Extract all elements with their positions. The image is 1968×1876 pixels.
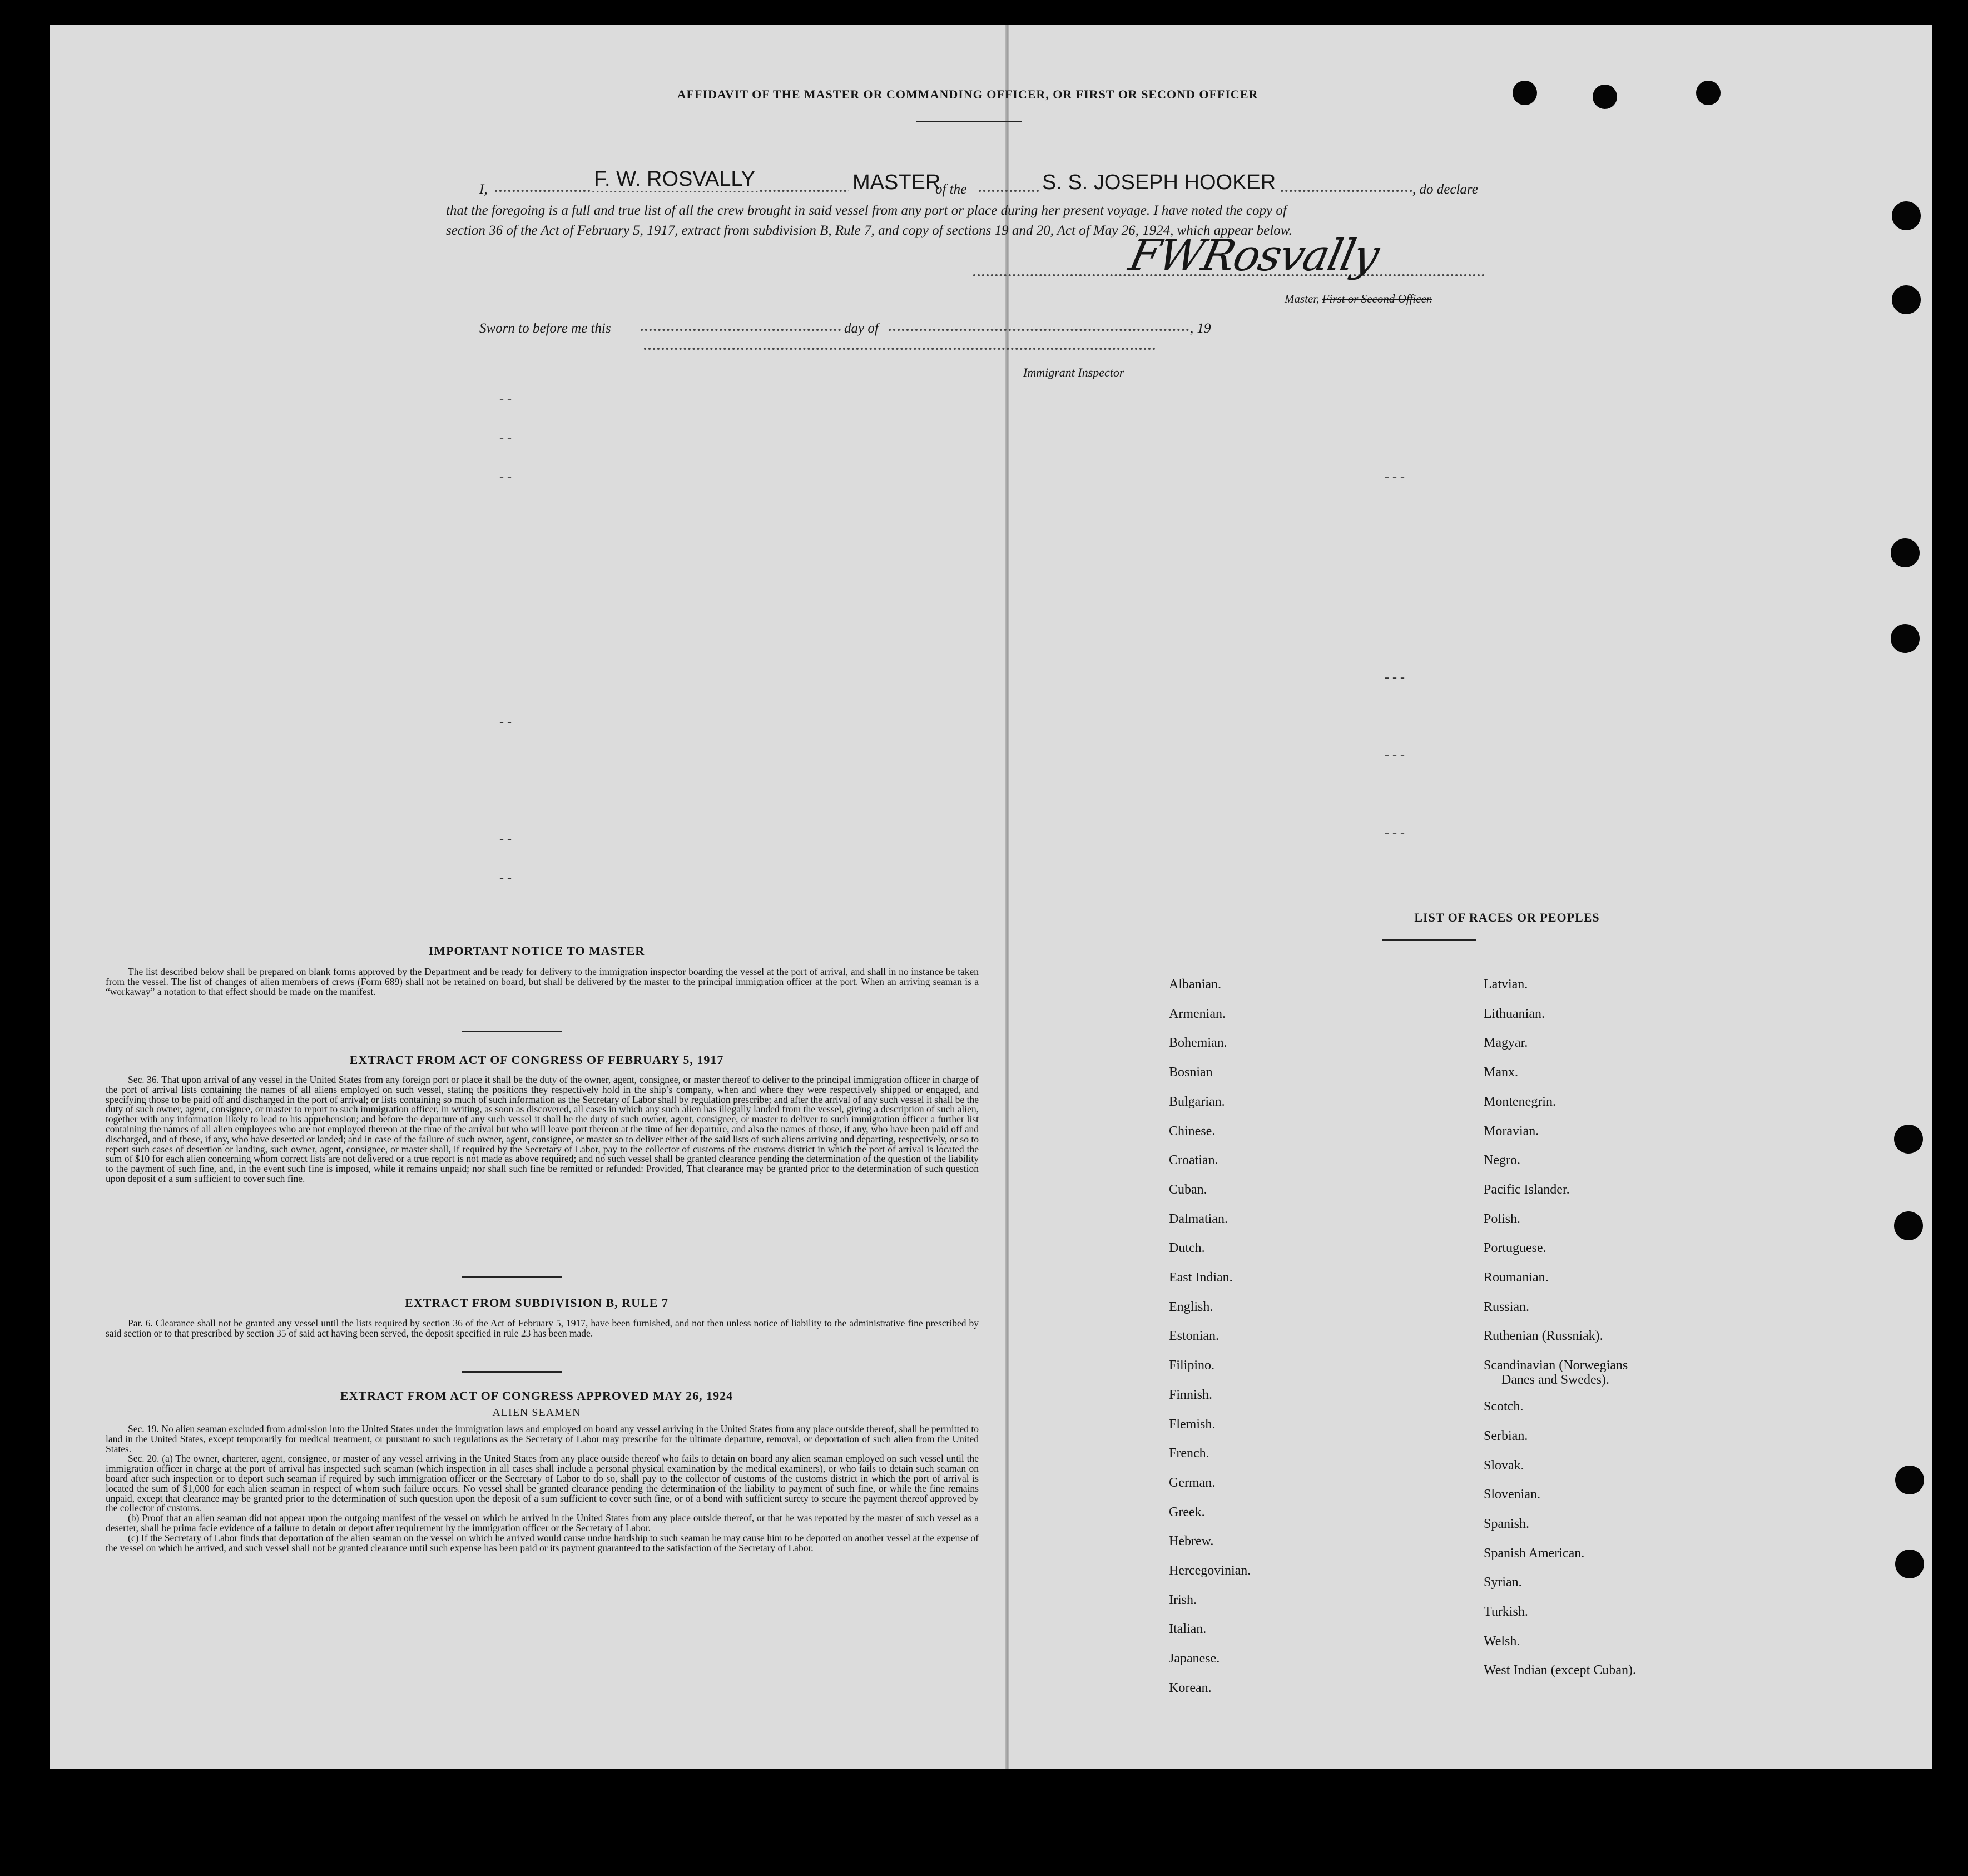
race-item: Irish. — [1169, 1592, 1197, 1607]
extract-1917-heading: EXTRACT FROM ACT OF CONGRESS OF FEBRUARY 5, 1917 — [349, 1053, 724, 1067]
race-item: Lithuanian. — [1484, 1006, 1545, 1021]
race-item: Flemish. — [1169, 1417, 1216, 1432]
section-divider — [462, 1031, 562, 1032]
race-item: Cuban. — [1169, 1182, 1207, 1197]
extract-1924-body — [106, 1424, 979, 1553]
race-item: English. — [1169, 1299, 1213, 1314]
race-item: Magyar. — [1484, 1036, 1528, 1051]
extract-1924-heading: EXTRACT FROM ACT OF CONGRESS APPROVED MAY 26, 1924 — [340, 1389, 733, 1403]
race-item: Manx. — [1484, 1065, 1518, 1080]
master-rank: MASTER — [849, 171, 944, 195]
extract-1917-body: Sec. 36. That upon arrival of any vessel in the United States from any foreign port or place it shall be the duty of the owner, agent, consignee, or master thereof to deliver to the principal immigration officer in charge of the port of arrival lists containing the names of all aliens employed on such vessel, stating the positions they respectively hold in the ship’s company, when and where they were respectively shipped or engaged, and specifying those to be paid off and discharged in the port of arrival; or lists containing so much of such information as the Secretary of Labor shall by regulation prescribe; and after the arrival of any such vessel it shall be the duty of such owner, agent, consignee, or master to report to such immigration officer, in writing, as soon as discovered, all cases in which any such alien has illegally landed from the vessel, giving a description of such alien, together with any information likely to lead to his apprehension; and before the departure of any such vessel it shall be the duty of such owner, agent, consignee, or master to deliver to such immigration officer a further list containing the names of all alien employees who are not employed thereon at the time of the arrival but who will leave port thereon at the time of her departure, and also the names of those, if any, who have been paid off and discharged, and of those, if any, who have deserted or landed; and in case of the failure of such owner, agent, consignee, or master so to deliver either of the said lists of such aliens arriving and departing, respectively, or so to report such cases of desertion or landing, such owner, agent, consignee, or master shall, if required by the Secretary of Labor, pay to the collector of customs of the customs district in which the port of arrival is located the sum of $10 for each alien concerning whom correct lists are not delivered or a true report is not made as above required; and no such vessel shall be granted clearance pending the determination of the question of the liability to the payment of such fine, and, in the event such fine is imposed, while it remains unpaid; nor shall such fine be remitted or refunded: Provided, That clearance may be granted prior to the determination of such question upon deposit of a sum sufficient to cover such fine. — [106, 1074, 979, 1184]
word-do-declare: , do declare — [1412, 182, 1478, 197]
race-item: Moravian. — [1484, 1123, 1539, 1139]
punch-hole — [1891, 538, 1920, 567]
manifest-sheet — [50, 25, 1932, 1769]
race-item: Greek. — [1169, 1504, 1205, 1519]
race-item: Syrian. — [1484, 1575, 1522, 1590]
caption-struck-officer: First or Second Officer. — [1322, 292, 1432, 305]
rule-7-body: Par. 6. Clearance shall not be granted any vessel until the lists required by section 36 of the Act of February 5, 1917, have been furnished, and not then unless notice of liability to the administrative fine prescribed by said section or to that prescribed by section 35 of said act having been served, the deposit specified in rule 23 has been made. — [106, 1318, 979, 1339]
race-item: Chinese. — [1169, 1123, 1216, 1139]
race-item: Pacific Islander. — [1484, 1182, 1570, 1197]
race-item: Danes and Swedes). — [1501, 1373, 1609, 1388]
rule-7-heading: EXTRACT FROM SUBDIVISION B, RULE 7 — [405, 1296, 668, 1310]
race-item: Finnish. — [1169, 1387, 1213, 1402]
sec-20b: (b) Proof that an alien seaman did not appear upon the outgoing manifest of the vessel on which he arrived in the United States from any place outside thereof, or that he was reported by the master of such vessel as a deserter, shall be prima facie evidence of a failure to detain or deport after requirement by the immigration officer or the Secretary of Labor. — [106, 1512, 979, 1533]
vessel-name: S. S. JOSEPH HOOKER — [1039, 171, 1279, 195]
sworn-month-dotline — [889, 329, 1189, 331]
sworn-year: , 19 — [1190, 321, 1211, 336]
race-item: Hebrew. — [1169, 1534, 1214, 1549]
race-item: Bulgarian. — [1169, 1094, 1225, 1109]
punch-hole — [1891, 624, 1920, 653]
race-item: Scandinavian (Norwegians — [1484, 1358, 1628, 1373]
race-item: Japanese. — [1169, 1651, 1220, 1666]
sec-19: Sec. 19. No alien seaman excluded from admission into the United States under the immigration laws and employed on board any vessel arriving in the United States from any place outside thereof, shall be permitted to land in the United States, except temporarily for medical treatment, or pursuant to such regulations as the Secretary of Labor may prescribe for the ultimate departure, removal, or deportation of such alien from the United States. — [106, 1423, 979, 1454]
signature-caption — [1285, 292, 1432, 306]
blank-dash: - - — [499, 470, 512, 484]
race-item: Croatian. — [1169, 1153, 1218, 1168]
word-i: I, — [479, 182, 488, 197]
race-item: West Indian (except Cuban). — [1484, 1663, 1636, 1678]
page-fold — [1005, 25, 1009, 1769]
affidavit-heading: AFFIDAVIT OF THE MASTER OR COMMANDING OFFICER, OR FIRST OR SECOND OFFICER — [677, 87, 1258, 101]
blank-dash: - - — [499, 831, 512, 846]
word-of-the: of the — [935, 182, 967, 197]
punch-hole — [1894, 1211, 1923, 1240]
race-item: Bohemian. — [1169, 1036, 1227, 1051]
race-item: Latvian. — [1484, 977, 1528, 992]
sworn-day-of: day of — [844, 321, 879, 336]
master-signature: FWRosvally — [1124, 231, 1383, 281]
race-item: Portuguese. — [1484, 1241, 1546, 1256]
race-item: Welsh. — [1484, 1634, 1520, 1649]
race-item: Russian. — [1484, 1299, 1530, 1314]
race-item: Spanish. — [1484, 1516, 1530, 1531]
affidavit-line-2: that the foregoing is a full and true list of all the crew brought in said vessel from any port or place during her present voyage. I have noted the copy of — [446, 203, 1287, 218]
extract-1924-subheading: ALIEN SEAMEN — [492, 1407, 581, 1419]
race-item: Ruthenian (Russniak). — [1484, 1329, 1603, 1344]
punch-hole — [1513, 81, 1537, 105]
race-item: Montenegrin. — [1484, 1094, 1556, 1109]
punch-hole — [1892, 285, 1921, 314]
punch-hole — [1894, 1125, 1923, 1154]
race-item: German. — [1169, 1475, 1216, 1490]
race-item: Polish. — [1484, 1211, 1521, 1226]
heading-underline — [916, 121, 1022, 122]
section-divider — [462, 1276, 562, 1278]
notice-body: The list described below shall be prepared on blank forms approved by the Department and be ready for delivery to the immigration inspector boarding the vessel at the port of arrival, and shall in no instance be taken from the vessel. The list of changes of alien members of crews (Form 689) shall not be retained on board, but shall be delivered by the master to the principal immigration officer at the port. When an arriving seaman is a “workaway” a notation to that effect should be made on the manifest. — [106, 966, 979, 997]
blank-dash: - - - — [1385, 748, 1405, 763]
punch-hole — [1895, 1550, 1924, 1578]
blank-dash: - - — [499, 431, 512, 446]
inspector-caption: Immigrant Inspector — [1023, 365, 1124, 379]
race-item: Hercegovinian. — [1169, 1563, 1251, 1578]
races-heading: LIST OF RACES OR PEOPLES — [1414, 910, 1600, 924]
race-item: Negro. — [1484, 1153, 1520, 1168]
races-underline — [1382, 939, 1476, 941]
race-item: Serbian. — [1484, 1428, 1528, 1443]
race-item: Armenian. — [1169, 1006, 1226, 1021]
race-item: Turkish. — [1484, 1605, 1528, 1619]
race-item: Scotch. — [1484, 1399, 1524, 1414]
race-item: Roumanian. — [1484, 1270, 1549, 1285]
inspector-dotline — [644, 348, 1156, 350]
blank-dash: - - — [499, 392, 512, 407]
punch-hole — [1593, 85, 1617, 109]
sec-20a: Sec. 20. (a) The owner, charterer, agent, consignee, or master of any vessel arriving in the United States from any place outside thereof who fails to detain on board any alien seaman employed on such vessel until the immigration officer in charge at the port of arrival has inspected such seaman (which inspection in all cases shall include a personal physical examination by the medical examiners), or who fails to detain such seaman on board after such inspection or to deport such seaman if required by such immigration officer or the Secretary of Labor to do so, shall pay to the collector of customs of the customs district in which the port of arrival is located the sum of $1,000 for each alien seaman in respect of whom such failure occurs. No vessel shall be granted clearance pending the determination of the liability to payment of such fine, or while the fine remains unpaid, except that clearance may be granted prior to the determination of such question upon the deposit of a sum sufficient to cover such fine, or of a bond with sufficient surety to secure the payment thereof approved by the collector of customs. — [106, 1453, 979, 1514]
race-item: Italian. — [1169, 1622, 1207, 1637]
race-item: Albanian. — [1169, 977, 1221, 992]
punch-hole — [1895, 1466, 1924, 1494]
section-divider — [462, 1371, 562, 1373]
race-item: Spanish American. — [1484, 1546, 1585, 1561]
race-item: East Indian. — [1169, 1270, 1233, 1285]
race-item: Slovak. — [1484, 1458, 1524, 1473]
race-item: Estonian. — [1169, 1329, 1219, 1344]
race-item: Bosnian — [1169, 1065, 1213, 1080]
sec-20c: (c) If the Secretary of Labor finds that deportation of the alien seaman on the vessel on which he arrived would cause undue hardship to such seaman he may cause him to be deported on another vessel at the expense of the vessel on which he arrived, and such vessel shall not be granted clearance until such expense has been paid or its payment guaranteed to the satisfaction of the Secretary of Labor. — [106, 1532, 979, 1553]
blank-dash: - - — [499, 715, 512, 729]
blank-dash: - - - — [1385, 826, 1405, 840]
caption-master: Master, — [1285, 292, 1320, 305]
punch-hole — [1696, 81, 1721, 105]
race-item: Dalmatian. — [1169, 1211, 1228, 1226]
affidavit-line-3: section 36 of the Act of February 5, 1917, extract from subdivision B, Rule 7, and copy of sections 19 and 20, Act of May 26, 1924, which appear below. — [446, 223, 1292, 238]
blank-dash: - - — [499, 870, 512, 885]
punch-hole — [1892, 201, 1921, 230]
race-item: Dutch. — [1169, 1241, 1205, 1256]
master-name: F. W. ROSVALLY — [591, 167, 759, 191]
race-item: Korean. — [1169, 1680, 1212, 1695]
race-item: Slovenian. — [1484, 1487, 1540, 1502]
notice-heading: IMPORTANT NOTICE TO MASTER — [428, 944, 645, 958]
sworn-day-dotline — [641, 329, 841, 331]
race-item: Filipino. — [1169, 1358, 1215, 1373]
sworn-prefix: Sworn to before me this — [479, 321, 611, 336]
blank-dash: - - - — [1385, 470, 1405, 484]
blank-dash: - - - — [1385, 670, 1405, 685]
race-item: French. — [1169, 1446, 1209, 1461]
